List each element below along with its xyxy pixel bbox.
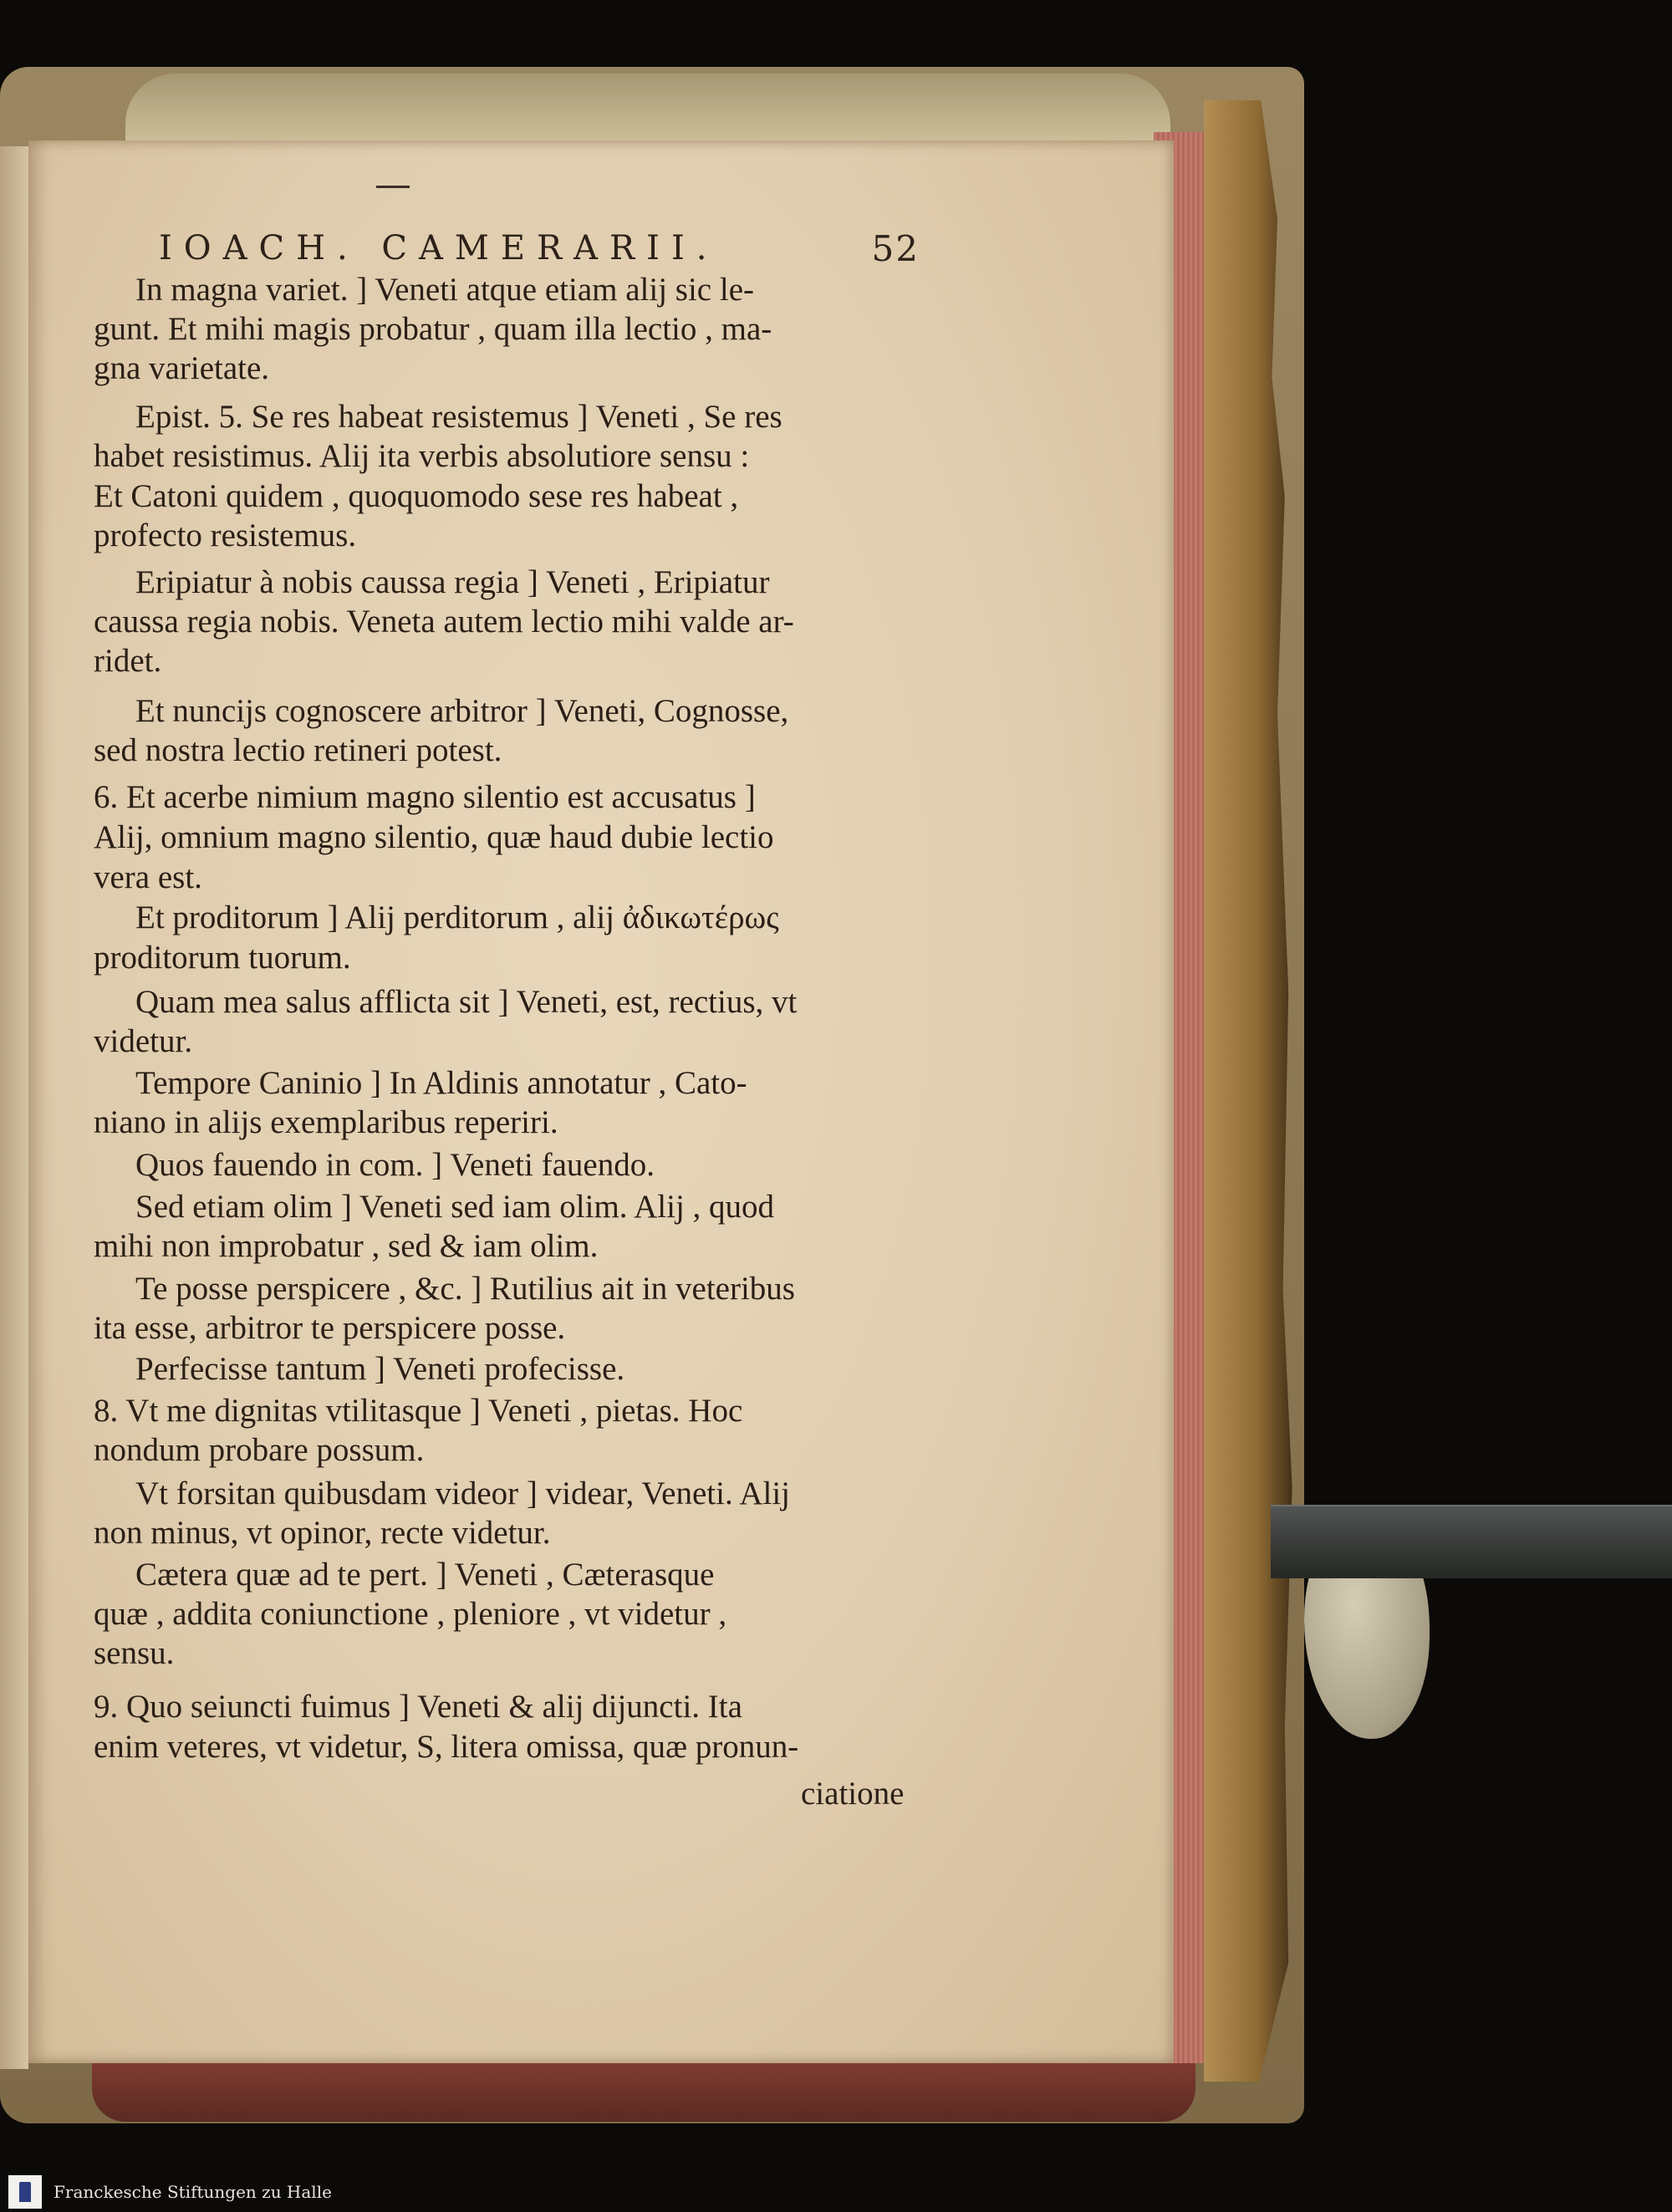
text-line: Et proditorum ] Alij perditorum , alij ἀδικωτέρως <box>135 900 779 935</box>
institution-logo-icon <box>8 2175 42 2209</box>
text-line: Et nuncijs cognoscere arbitror ] Veneti, Cognosse, <box>135 693 789 729</box>
running-head <box>159 227 920 269</box>
text-line: non minus, vt opinor, recte videtur. <box>94 1515 551 1551</box>
text-line: gna varietate. <box>94 350 270 386</box>
text-line: profecto resistemus. <box>94 517 357 553</box>
text-line: quæ , addita coniunctione , pleniore , vt videtur , <box>94 1596 727 1632</box>
footer-institution: Franckesche Stiftungen zu Halle <box>54 2182 332 2202</box>
text-line: enim veteres, vt videtur, S, litera omissa, quæ pronun- <box>94 1729 799 1765</box>
text-line: Epist. 5. Se res habeat resistemus ] Veneti , Se res <box>135 399 782 435</box>
text-line: Sed etiam olim ] Veneti sed iam olim. Alij , quod <box>135 1189 775 1225</box>
text-line: videtur. <box>94 1023 193 1059</box>
text-line: gunt. Et mihi magis probatur , quam illa lectio , ma- <box>94 311 772 347</box>
text-line: vera est. <box>94 859 202 895</box>
text-line: Tempore Caninio ] In Aldinis annotatur , Cato- <box>135 1065 747 1101</box>
text-line: Te posse perspicere , &c. ] Rutilius ait in veteribus <box>135 1271 795 1307</box>
catchword: ciatione <box>801 1776 905 1812</box>
text-line: caussa regia nobis. Veneta autem lectio mihi valde ar- <box>94 604 794 640</box>
text-line: niano in alijs exemplaribus reperiri. <box>94 1104 558 1140</box>
text-line: mihi non improbatur , sed & iam olim. <box>94 1228 599 1264</box>
text-line: nondum probare possum. <box>94 1432 425 1468</box>
text-line: Cætera quæ ad te pert. ] Veneti , Cæterasque <box>135 1557 715 1593</box>
text-line: Vt forsitan quibusdam videor ] videar, Veneti. Alij <box>135 1476 790 1511</box>
footer-bar <box>0 2172 1672 2212</box>
text-line: Perfecisse tantum ] Veneti profecisse. <box>135 1351 625 1387</box>
text-line: In magna variet. ] Veneti atque etiam alij sic le- <box>135 272 754 308</box>
head-mark <box>376 186 410 188</box>
text-line: Et Catoni quidem , quoquomodo sese res habeat , <box>94 478 739 514</box>
text-line: 6. Et acerbe nimium magno silentio est accusatus ] <box>94 779 756 815</box>
text-line: 8. Vt me dignitas vtilitasque ] Veneti , pietas. Hoc <box>94 1393 743 1429</box>
text-line: Quam mea salus afflicta sit ] Veneti, est, rectius, vt <box>135 984 798 1020</box>
text-line: Alij, omnium magno silentio, quæ haud dubie lectio <box>94 819 774 855</box>
page-number: 52 <box>871 227 920 269</box>
text-line: Eripiatur à nobis caussa regia ] Veneti , Eripiatur <box>135 564 770 600</box>
text-line: ridet. <box>94 643 162 679</box>
text-line: proditorum tuorum. <box>94 940 351 976</box>
metal-clasp <box>1271 1505 1672 1578</box>
running-head-title: IOACH. CAMERARII. <box>159 229 719 268</box>
left-page-edge <box>0 146 28 2069</box>
text-line: sensu. <box>94 1635 175 1671</box>
text-line: Quos fauendo in com. ] Veneti fauendo. <box>135 1147 655 1183</box>
headband <box>125 74 1170 147</box>
text-line: ita esse, arbitror te perspicere posse. <box>94 1310 566 1346</box>
text-line: 9. Quo seiuncti fuimus ] Veneti & alij dijuncti. Ita <box>94 1689 742 1725</box>
text-line: habet resistimus. Alij ita verbis absolutiore sensu : <box>94 438 750 474</box>
text-line: sed nostra lectio retineri potest. <box>94 732 502 768</box>
